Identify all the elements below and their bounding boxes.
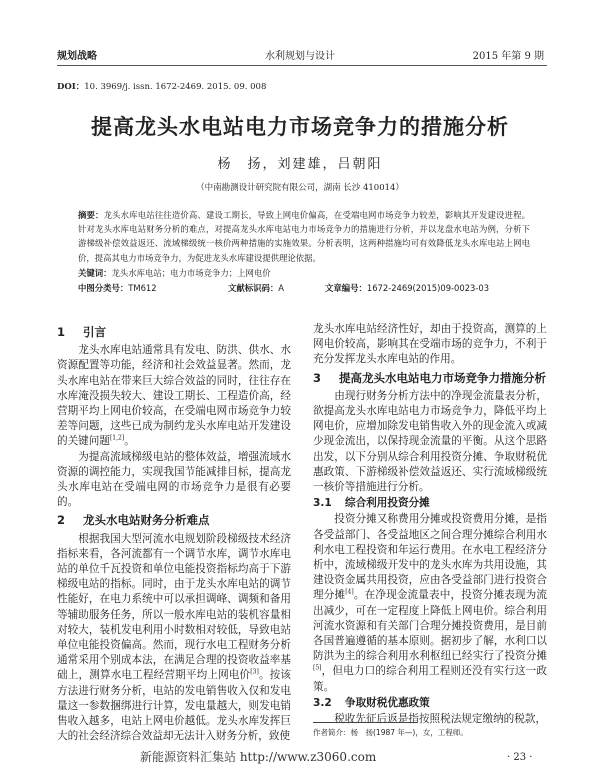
abstract [78,208,530,265]
clc-label: 中图分类号： [78,283,129,294]
authors: 杨 扬，刘建雄，吕朝阳 [217,157,383,172]
doc-code-label: 文献标识码： [228,283,279,294]
paragraph: 由现行财务分析方法中的净现金流量表分析，欲提高龙头水库电站电力市场竞争力，降低平均上网电价，应增加除发电销售收入外的现金流入或减少现金流出，以保持现金流量的平衡。从这个思路出发，以下分别从综合利用投资分摊、争取财税优惠政策、下游梯级补偿效益返还、实行流域梯级统一核价等措施进行分析。 [313,389,547,494]
issue-label: 2015 年第 9 期 [472,51,544,62]
section-label: 规划战略 [57,51,97,62]
header-rule [57,65,547,66]
keywords-text: 龙头水库电站；电力市场竞争力；上网电价 [111,267,271,278]
citation: [4] [345,588,354,596]
paper-title: 提高龙头水电站电力市场竞争力的措施分析 [91,115,509,139]
section-heading-2: 2 龙头水电站财务分析难点 [57,513,210,528]
left-column [57,322,291,744]
paragraph: 为提高流域梯级电站的整体效益，增强流域水资源的调控能力，实现我国节能减排目标，提高龙头水库电站在受端电网的市场竞争力是很有必要的。 [57,450,291,509]
footnote-rule [313,722,417,723]
front-matter [78,208,530,295]
watermark: 新能源资料汇集站 http://www.z3060.com [140,750,377,764]
doi-label: DOI： [57,82,85,92]
clc-value: TM612 [128,283,157,294]
paragraph: 投资分摊又称费用分摊或投资费用分摊，是指各受益部门、各受益地区之间合理分摊综合利用水利水电工程投资和年运行费用。在水电工程经济分析中，流域梯级开发中的龙头水库为共用设施，其建设资金属共用投资，应由各受益部门进行投资合理分摊[4]。在净现金流量表中，投资分摊表现为流出减少，可在一定程度上降低上网电价。综合利用河流水资源和有关部门合理分摊投资费用，是目前各国普遍遵循的基本原则。据初步了解，水利口以防洪为主的综合利用水利枢纽已经实行了投资分摊[5]，但电力口的综合利用工程则还没有实行这一政策。 [313,513,548,693]
article-number-label: 文章编号： [325,283,367,294]
right-column [313,322,547,727]
keywords [78,266,530,280]
doi [57,80,266,92]
author-footnote: 作者简介：杨 扬(1987 年—)，女，工程师。 [313,728,468,737]
doi-value: 10. 3969/j. issn. 1672-2469. 2015. 09. 008 [84,82,267,92]
paragraph: 龙头水库电站通常具有发电、防洪、供水、水资源配置等功能，经济和社会效益显著。然而，龙头水库电站在带来巨大综合效益的同时，往往存在水库淹没损失较大、建设工期长、工程造价高，经营期平均上网电价较高，在受端电网市场竞争力较差等问题，这些已成为制约龙头水库电站开发建设的关键问题[1,2]。 [57,344,291,448]
classification [78,281,530,295]
subsection-heading-3-1: 3.1 综合利用投资分摊 [313,497,430,510]
abstract-text: 龙头水库电站往往造价高、建设工期长，导致上网电价偏高，在受端电网市场竞争力较差，影响其开发建设进程。针对龙头水库电站财务分析的难点，对提高龙头水库电站电力市场竞争力的措施进行分析，并以龙盘水电站为例，分析下游梯级补偿效益返还、流域梯级统一核价两种措施的实施效果。分析表明，这两种措施均可有效降低龙头水库电站上网电价，提高其电力市场竞争力，为促进龙头水库建设提供理论依据。 [78,210,530,263]
article-number-value: 1672-2469(2015)09-0023-03 [366,283,490,294]
doc-code-value: A [278,283,284,294]
affiliation: （中南勘测设计研究院有限公司，湖南 长沙 410014） [196,183,404,193]
citation: [1,2] [109,434,125,442]
paragraph: 税收先征后返是指按照税法规定缴纳的税款， [334,713,547,726]
abstract-label: 摘要： [78,210,104,220]
paragraph: 根据我国大型河流水电规划阶段梯级技术经济指标来看，各河流都有一个调节水库，调节水库电站的单位千瓦投资和单位电能投资指标均高于下游梯级电站的指标。同时，由于龙头水库电站的调节性能好，在电力系统中可以承担调峰、调频和备用等辅助服务任务，所以一般水库电站的装机容量相对较大，装机发电利用小时数相对较低，导致电站单位电能投资偏高。然而，现行水电工程财务分析通常采用个别成本法，在满足合理的投资收益率基础上，测算水电工程经营期平均上网电价[3]。按该方法进行财务分析，电站的发电销售收入仅和发电量这一参数捆绑进行计算，发电量越大，则发电销售收入越多，电站上网电价越低。龙头水库发挥巨大的社会经济综合效益却无法计入财务分析，致使 [57,532,292,743]
page-number: · 23 · [507,752,533,763]
journal-name: 水利规划与设计 [265,51,335,62]
citation: [3] [250,668,259,676]
citation: [5] [313,664,322,672]
section-heading-3: 3 提高龙头水电站电力市场竞争力措施分析 [313,370,546,385]
subsection-heading-3-2: 3.2 争取财税优惠政策 [313,696,430,709]
paragraph: 龙头水库电站经济性好，却由于投资高，测算的上网电价较高，影响其在受端市场的竞争力，不利于充分发挥龙头水库电站的作用。 [313,323,547,366]
section-heading-1: 1 引言 [57,325,106,339]
keywords-label: 关键词： [78,267,112,278]
